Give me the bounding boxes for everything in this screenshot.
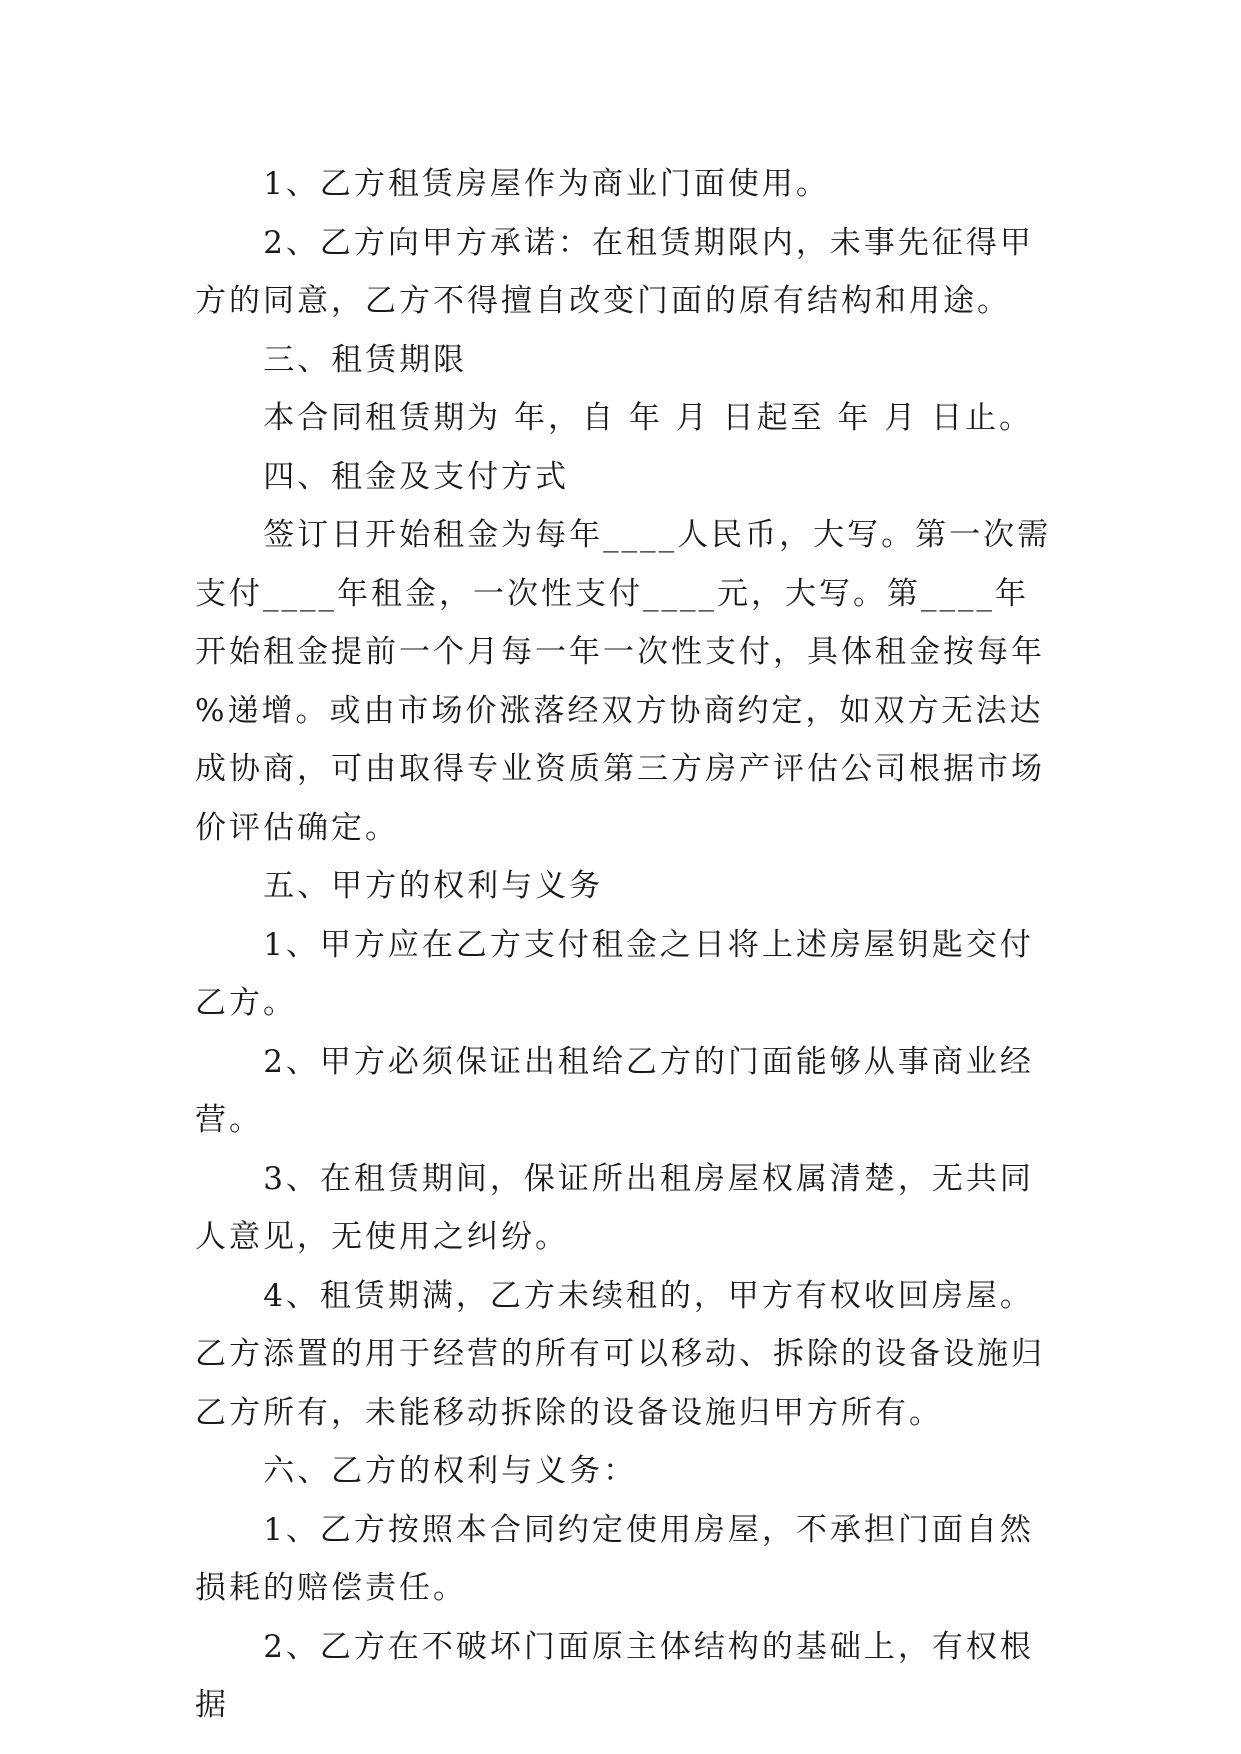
paragraph-promise-structure: 2、乙方向甲方承诺：在租赁期限内，未事先征得甲方的同意，乙方不得擅自改变门面的原有结构和用途。 <box>195 224 1034 319</box>
paragraph-lessor-keys: 1、甲方应在乙方支付租金之日将上述房屋钥匙交付乙方。 <box>195 926 1034 1021</box>
heading-rent-payment: 四、租金及支付方式 <box>263 458 570 495</box>
paragraph-usage-commercial: 1、乙方租赁房屋作为商业门面使用。 <box>263 166 830 202</box>
paragraph-lessor-guarantee: 2、甲方必须保证出租给乙方的门面能够从事商业经营。 <box>195 1043 1034 1138</box>
paragraph-lessee-use: 1、乙方按照本合同约定使用房屋，不承担门面自然损耗的赔偿责任。 <box>195 1511 1034 1606</box>
heading-lessor-rights: 五、甲方的权利与义务 <box>263 868 604 904</box>
document-body <box>195 155 1055 1735</box>
paragraph-lease-period: 本合同租赁期为 年，自 年 月 日起至 年 月 日止。 <box>263 400 1034 436</box>
heading-lease-term: 三、租赁期限 <box>263 341 468 378</box>
paragraph-rent-terms: 签订日开始租金为每年____人民币，大写。第一次需支付____年租金，一次性支付____元，大写。第____年开始租金提前一个月每一年一次性支付，具体租金按每年 %递增。或由市场价涨落经双方协商约定，如双方无法达成协商，可由取得专业资质第三方房产评估公司根据市场价评估确定。 <box>195 517 1052 846</box>
paragraph-lessor-reclaim: 4、租赁期满，乙方未续租的，甲方有权收回房屋。乙方添置的用于经营的所有可以移动、拆除的设备设施归乙方所有，未能移动拆除的设备设施归甲方所有。 <box>195 1277 1045 1431</box>
paragraph-lessor-title: 3、在租赁期间，保证所出租房屋权属清楚，无共同人意见，无使用之纠纷。 <box>195 1160 1034 1255</box>
paragraph-lessee-modify: 2、乙方在不破坏门面原主体结构的基础上，有权根据 <box>195 1628 1034 1723</box>
heading-lessee-rights: 六、乙方的权利与义务： <box>263 1453 638 1489</box>
